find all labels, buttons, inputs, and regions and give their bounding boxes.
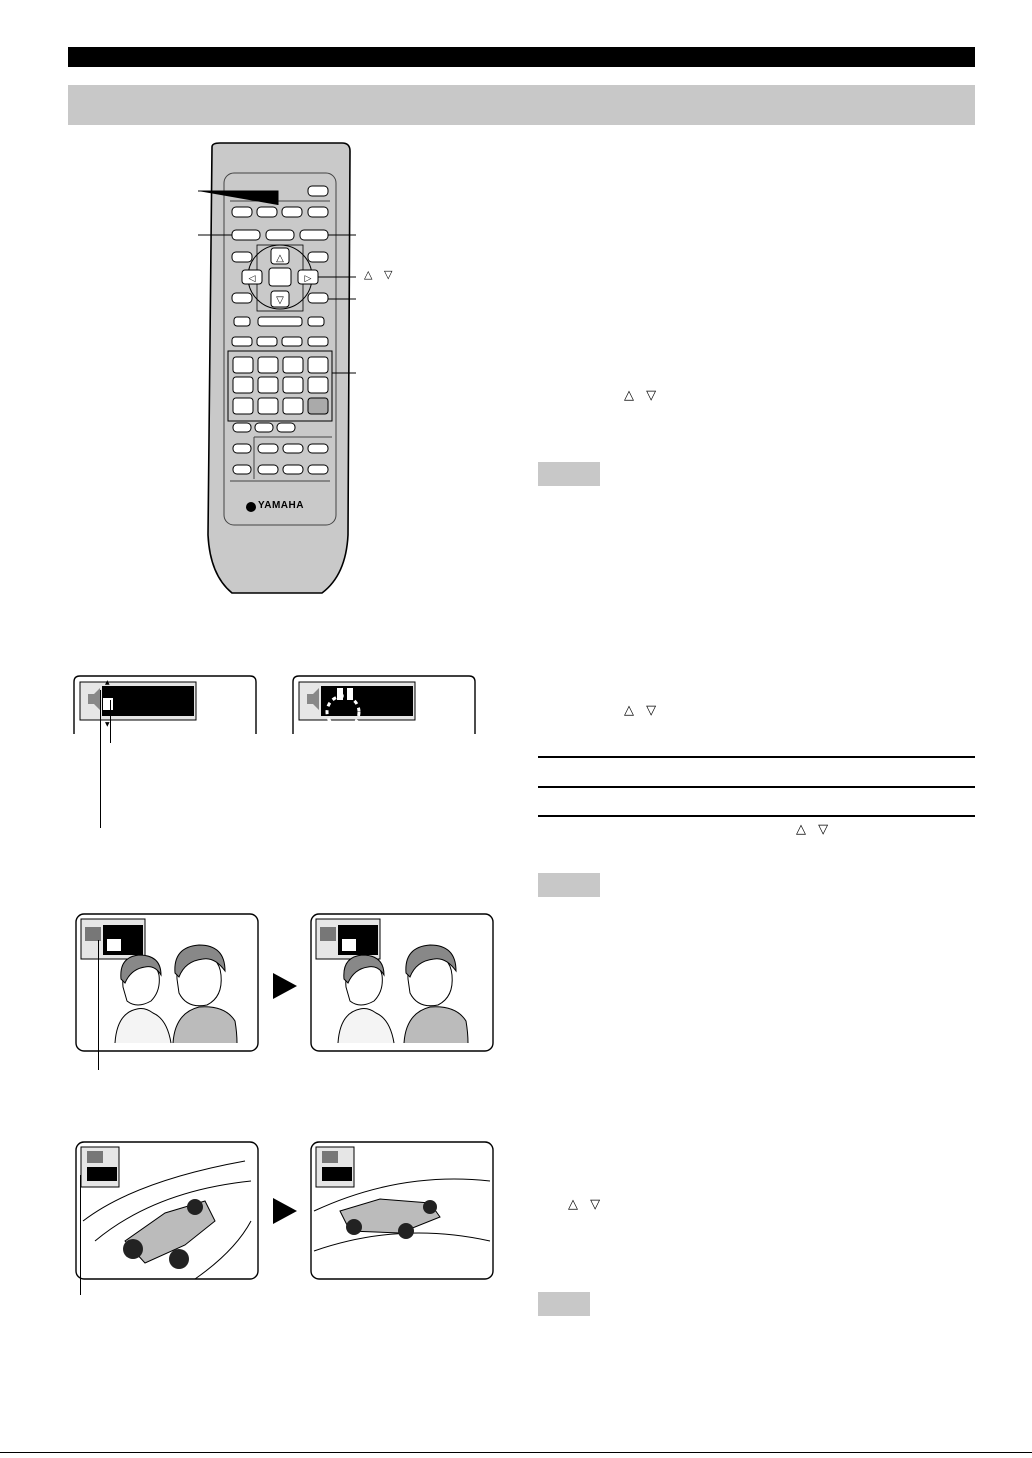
note-label-1 [538,462,600,486]
updown-arrows-3: △ ▽ [796,822,833,837]
svg-text:▼: ▼ [105,721,110,728]
audio-leader-short [110,700,111,743]
remote-updown-callout: △ ▽ [364,268,397,281]
angle-scene-2 [310,1141,494,1281]
note-label-2 [538,873,600,897]
updown-arrows-4: △ ▽ [568,1197,605,1212]
audio-osd-figure-2 [291,674,477,734]
bottom-rule [0,1452,1032,1453]
note-label-3 [538,1292,590,1316]
updown-arrows-1: △ ▽ [624,388,661,403]
table-rule-top [538,756,975,758]
table-rule-bottom [538,815,975,817]
play-arrow-icon-2 [273,1198,297,1224]
remote-control-illustration [60,135,400,605]
svg-text:▲: ▲ [105,679,110,686]
svg-text:△: △ [276,253,284,264]
section-title-bar [68,85,975,125]
subtitle-scene-2 [310,913,494,1053]
top-black-bar [68,47,975,67]
play-arrow-icon-1 [273,973,297,999]
subtitle-scene-1 [75,913,259,1053]
svg-text:▷: ▷ [304,274,312,284]
svg-text:▽: ▽ [276,295,284,306]
svg-text:◁: ◁ [248,274,256,284]
audio-leader-vertical [100,690,101,828]
subtitle-leader [98,940,99,1070]
table-rule-middle [538,786,975,788]
updown-arrows-2: △ ▽ [624,703,661,718]
angle-scene-1 [75,1141,259,1281]
angle-leader [80,1175,81,1295]
remote-brand-label: YAMAHA [258,500,304,511]
